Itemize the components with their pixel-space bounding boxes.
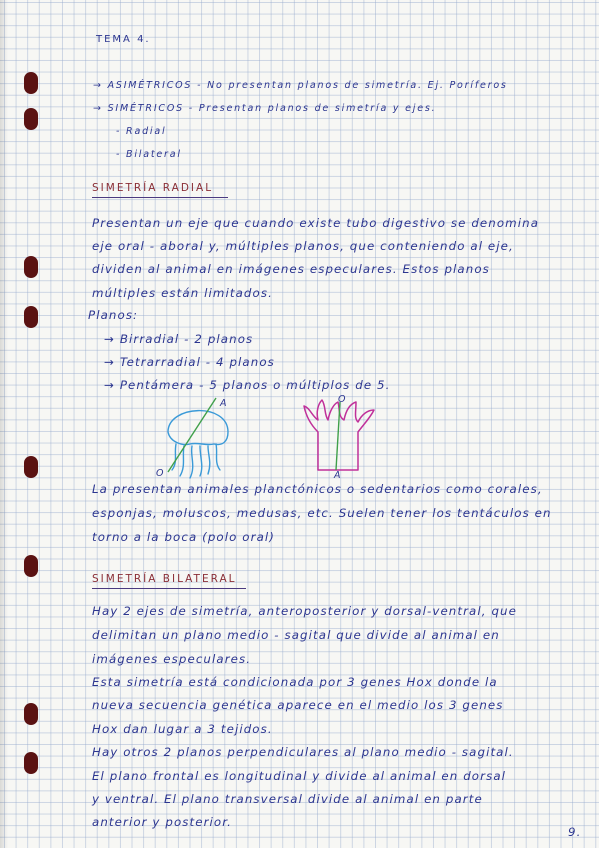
heading-underline [92,588,246,589]
note-line: → Pentámera - 5 planos o múltiplos de 5. [104,378,391,392]
jellyfish-drawing [168,411,228,478]
note-line: - Radial [116,126,167,137]
note-line: Hox dan lugar a 3 tejidos. [92,722,273,736]
note-line: esponjas, moluscos, medusas, etc. Suelen tener los tentáculos en [92,506,552,520]
section-heading: SIMETRÍA BILATERAL [92,573,237,585]
note-line: La presentan animales planctónicos o sedentarios como corales, [92,482,543,496]
axis-label-o: O [338,394,348,405]
axis-label-a: A [220,398,229,409]
note-line: nueva secuencia genética aparece en el medio los 3 genes [92,698,504,712]
note-line: Planos: [88,308,139,322]
note-line: torno a la boca (polo oral) [92,530,275,544]
note-line: eje oral - aboral y, múltiples planos, que conteniendo al eje, [92,239,514,253]
note-line: Esta simetría está condicionada por 3 genes Hox donde la [92,675,498,689]
note-line: → Tetrarradial - 4 planos [104,355,275,369]
page-title: TEMA 4. [96,34,151,45]
note-line: Hay 2 ejes de simetría, anteroposterior y dorsal-ventral, que [92,604,517,618]
note-line: → Birradial - 2 planos [104,332,254,346]
note-line: múltiples están limitados. [92,286,273,300]
note-line: Presentan un eje que cuando existe tubo digestivo se denomina [92,216,540,230]
note-line: y ventral. El plano transversal divide al animal en parte [92,792,483,806]
page-number: 9. [568,825,582,839]
note-line: anterior y posterior. [92,815,232,829]
section-heading: SIMETRÍA RADIAL [92,182,214,194]
note-line: → SIMÉTRICOS - Presentan planos de simetría y ejes. [93,103,437,114]
axis-label-o: O [156,468,166,479]
note-line: → ASIMÉTRICOS - No presentan planos de simetría. Ej. Poríferos [93,80,508,91]
note-line: imágenes especulares. [92,652,252,666]
note-line: Hay otros 2 planos perpendiculares al plano medio - sagital. [92,745,514,759]
note-line: El plano frontal es longitudinal y divide al animal en dorsal [92,769,507,783]
note-line: dividen al animal en imágenes especulares. Estos planos [92,262,490,276]
polyp-axis-line [336,402,340,470]
note-line: - Bilateral [116,149,182,160]
note-line: delimitan un plano medio - sagital que divide al animal en [92,628,500,642]
axis-label-a: A [334,470,343,481]
